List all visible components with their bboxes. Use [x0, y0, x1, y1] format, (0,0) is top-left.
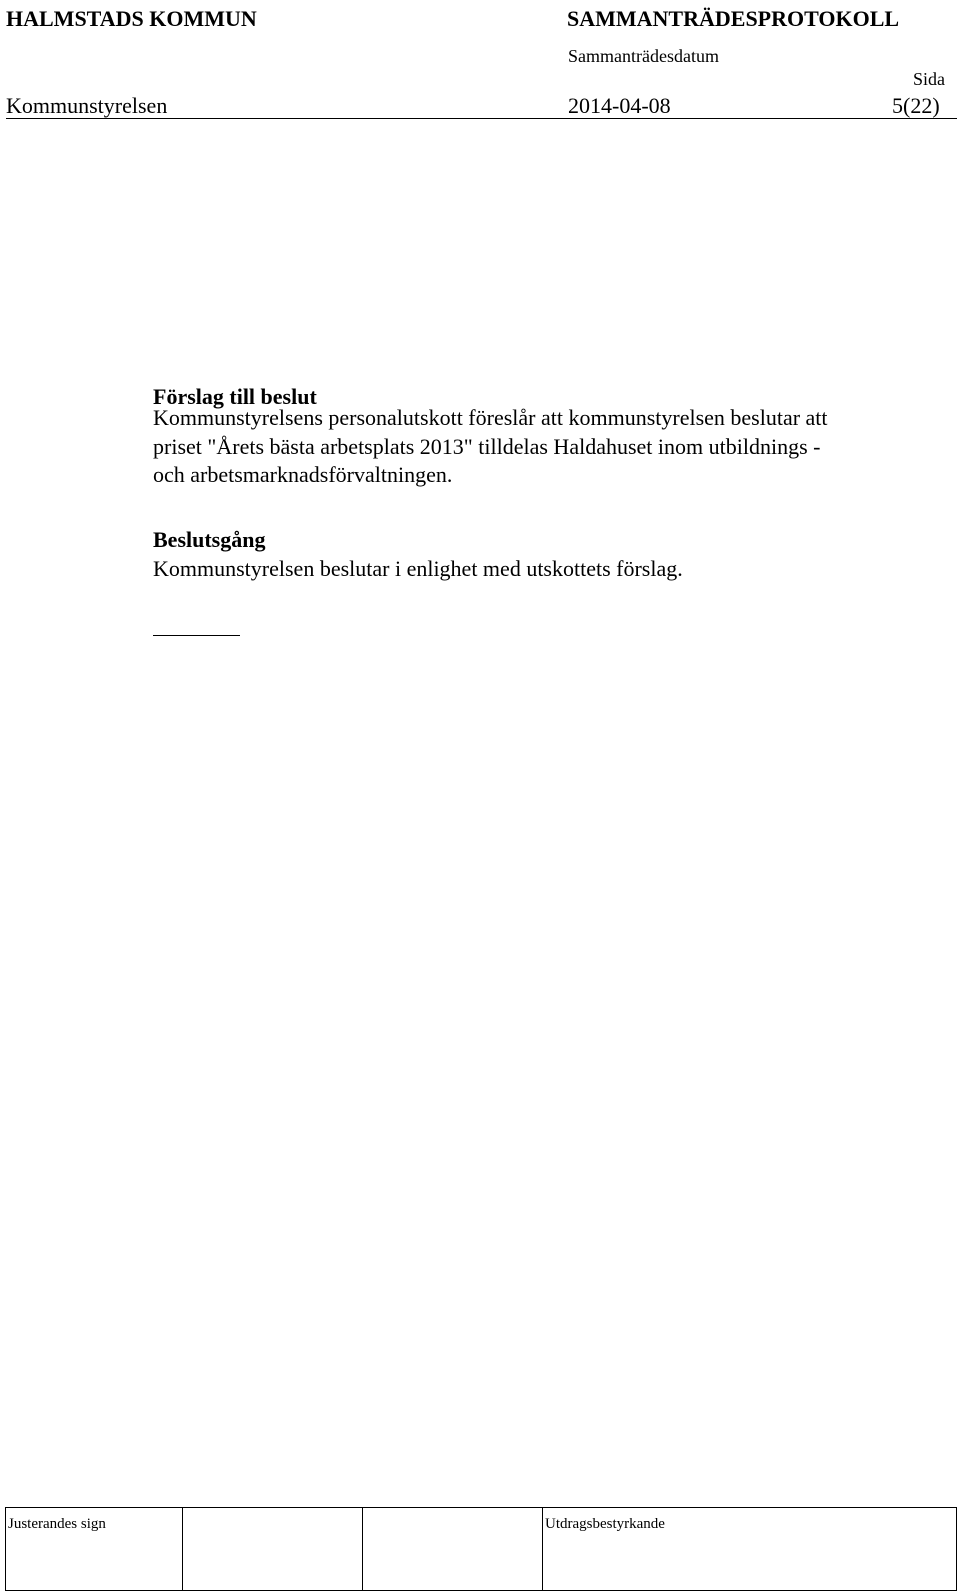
proposal-line: priset "Årets bästa arbetsplats 2013" tilldelas Haldahuset inom utbildnings - [153, 433, 821, 459]
signature-cell [363, 1508, 543, 1590]
header-divider [6, 118, 957, 119]
procedure-line: Kommunstyrelsen beslutar i enlighet med utskottets förslag. [153, 556, 683, 581]
page-number: 5(22) [892, 93, 940, 118]
meeting-date: 2014-04-08 [568, 93, 671, 118]
procedure-heading: Beslutsgång [153, 527, 266, 552]
proposal-text [153, 404, 828, 490]
document-type: SAMMANTRÄDESPROTOKOLL [567, 6, 900, 31]
extract-certification-cell [543, 1508, 956, 1590]
organization-name: HALMSTADS KOMMUN [6, 6, 257, 31]
signature-cell [183, 1508, 363, 1590]
section-end-rule [153, 635, 240, 636]
proposal-line: och arbetsmarknadsförvaltningen. [153, 462, 453, 487]
justify-sign-cell [6, 1508, 183, 1590]
committee-name: Kommunstyrelsen [6, 93, 168, 118]
justify-sign-label: Justerandes sign [8, 1516, 106, 1532]
extract-certification-label: Utdragsbestyrkande [545, 1516, 665, 1532]
proposal-heading: Förslag till beslut [153, 384, 317, 409]
meeting-date-label: Sammanträdesdatum [568, 46, 719, 66]
procedure-text [153, 555, 683, 584]
signature-table [5, 1507, 957, 1591]
page-label: Sida [913, 69, 946, 89]
proposal-line: Kommunstyrelsens personalutskott föreslår att kommunstyrelsen beslutar att [153, 405, 828, 430]
